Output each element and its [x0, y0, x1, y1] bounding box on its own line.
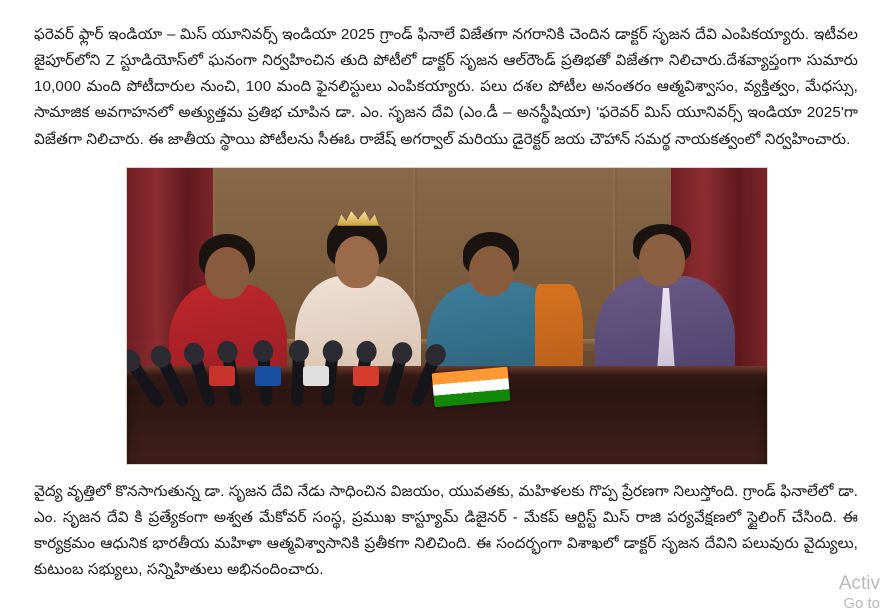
person-three-head: [469, 246, 513, 296]
watermark-line-two: Go to: [843, 595, 880, 612]
press-conference-photo: [126, 167, 768, 465]
mic-flag-badge: [255, 366, 281, 386]
mic-flag-badge: [303, 366, 329, 386]
person-one-head: [205, 247, 249, 299]
article-paragraph-top: ఫరెవర్ ఫ్లార్ ఇండియా – మిస్ యూనివర్స్ ఇండియా 2025 గ్రాండ్ ఫినాలే విజేతగా నగరానికి చెందిన డాక్టర్ సృజన దేవి ఎంపికయ్యారు. ఇటీవల జైపూర్‌లోని Z స్టూడియోస్‌లో ఘనంగా నిర్వహించిన తుది పోటీలో డాక్టర్ సృజన ఆల్‌రౌండ్ ప్రతిభతో విజేతగా నిలిచారు.దేశవ్యాప్తంగా సుమారు 10,000 మంది పోటీదారుల నుంచి, 100 మంది ఫైనలిస్టులు ఎంపికయ్యారు. పలు దశల పోటీల అనంతరం ఆత్మవిశ్వాసం, వ్యక్తిత్వం, మేధస్సు, సామాజిక అవగాహనలో అత్యుత్తమ ప్రతిభ చూపిన డా. ఎం. సృజన దేవి (ఎం.డీ – అనస్థీషియా) 'ఫరెవర్ మిస్ యూనివర్స్ ఇండియా 2025'గా విజేతగా నిలిచారు. ఈ జాతీయ స్థాయి పోటీలను సీఈఓ రాజేష్ అగర్వాల్ మరియు డైరెక్టర్ జయ చౌహాన్ సమర్థ నాయకత్వంలో నిర్వహించారు.: [34, 26, 858, 148]
mic-flag-badge: [209, 366, 235, 386]
person-four-head: [639, 234, 685, 286]
india-flag-icon: [432, 366, 511, 406]
article-figure: [126, 167, 766, 465]
mic-flag-badge: [353, 366, 379, 386]
person-two-head: [335, 236, 379, 288]
article-paragraph-bottom: వైద్య వృత్తిలో కొనసాగుతున్న డా. సృజన దేవి నేడు సాధించిన విజయం, యువతకు, మహిళలకు గొప్ప ప్రేరణగా నిలుస్తోంది. గ్రాండ్ ఫినాలేలో డా. ఎం. సృజన దేవి కి ప్రత్యేకంగా అశ్వత మేకోవర్ సంస్థ, ప్రముఖ కాస్ట్యూమ్ డిజైనర్ - మేకప్ ఆర్టిస్ట్ మిస్ రాజి పర్యవేక్షణలో స్టైలింగ్ చేసింది. ఈ కార్యక్రమం ఆధునిక భారతీయ మహిళా ఆత్మవిశ్వాసానికి ప్రతీకగా నిలిచింది. ఈ సందర్భంగా విశాఖలో డాక్టర్ సృజన దేవిని పలువురు వైద్యులు, కుటుంబ సభ్యులు, సన్నిహితులు అభినందించారు.: [34, 482, 858, 579]
watermark-line-one: Activ: [838, 573, 880, 594]
